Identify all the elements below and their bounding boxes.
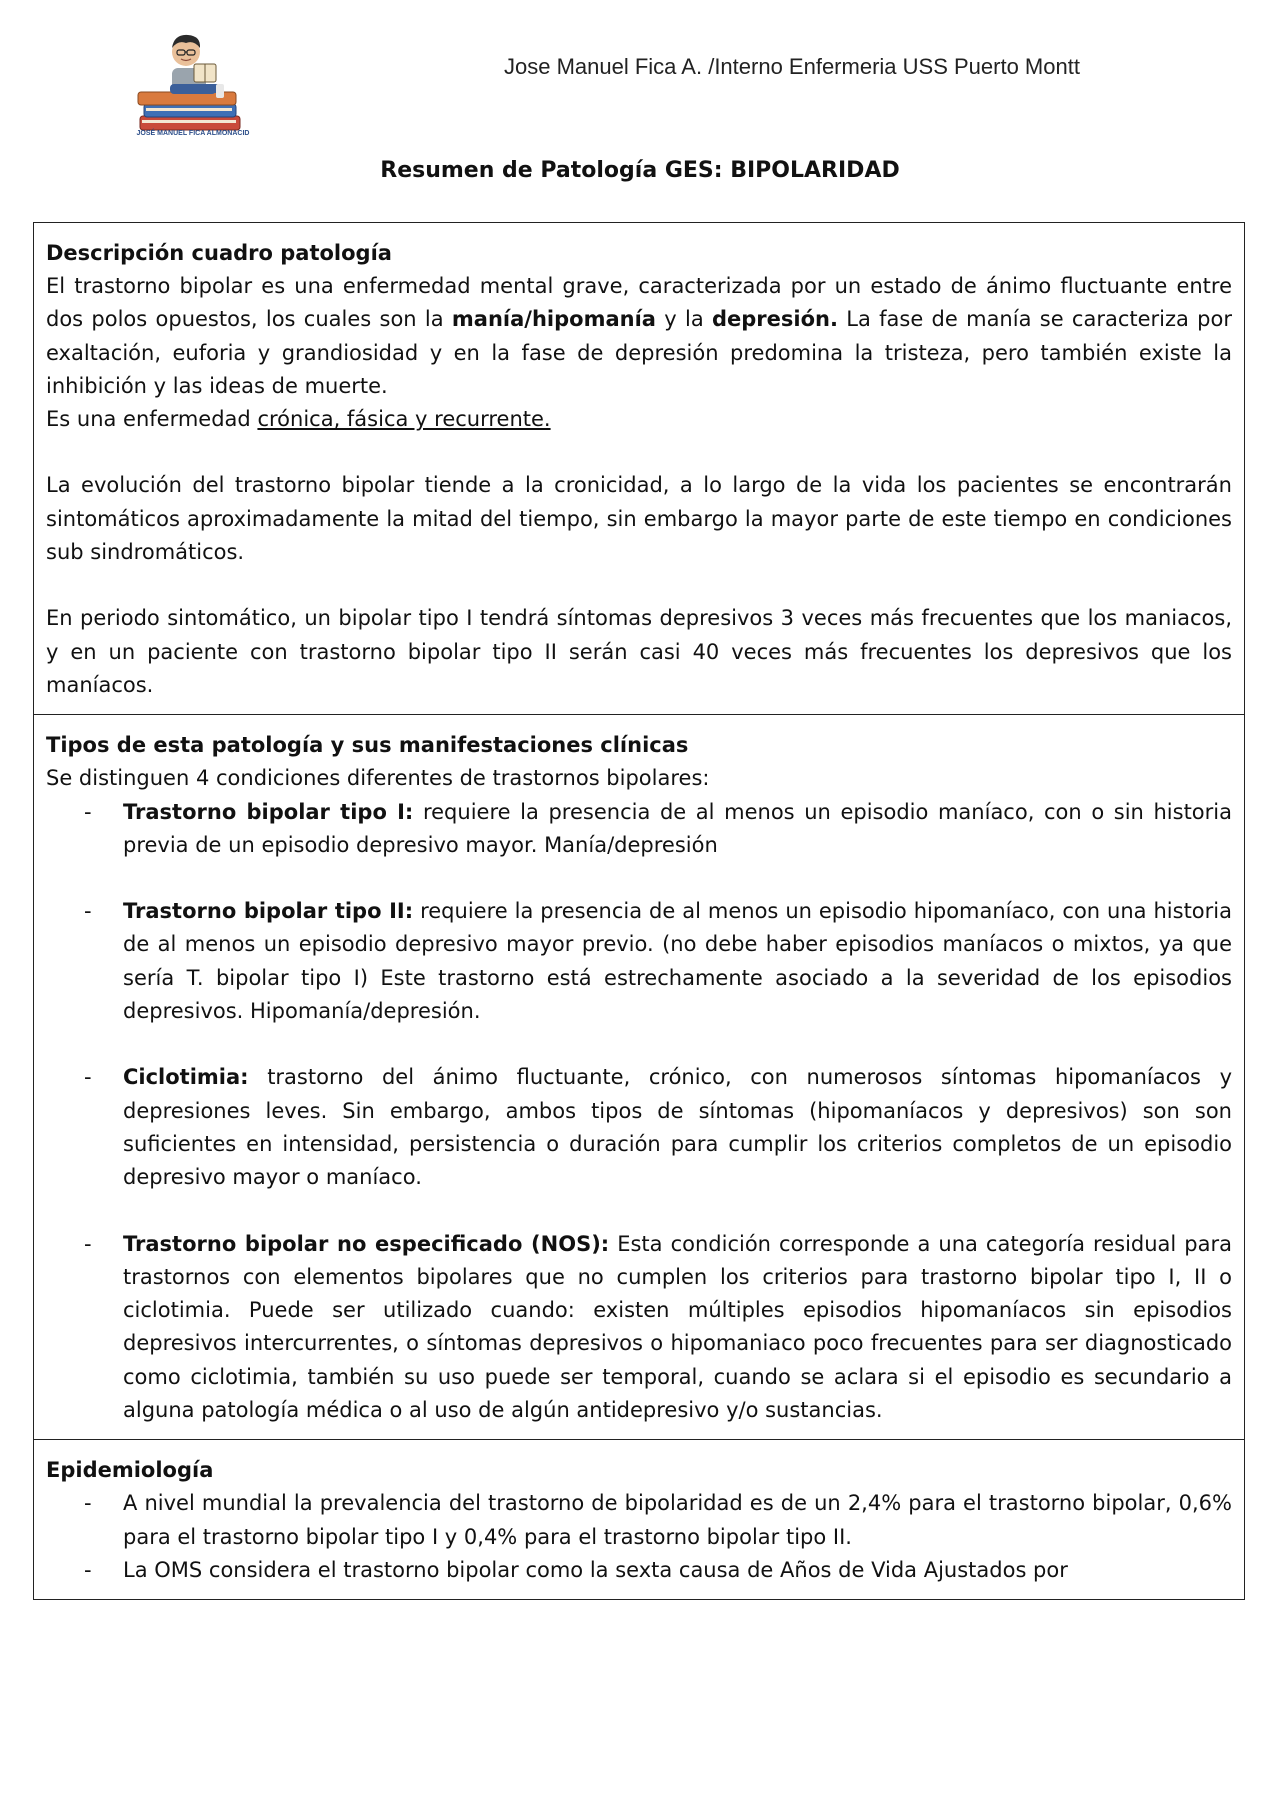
text-span: Es una enfermedad — [46, 407, 258, 432]
item-text: requiere la presencia de al menos un episodio hipomaníaco, con una historia de al menos un episodio depresivo mayor previo. (no debe haber episodios maníacos o mixtos, ya que sería T. bipolar tipo I) Este trastorno está estrechamente asociado a la severidad de los episodios depresivos. Hipomanía/depresión. — [123, 899, 1232, 1024]
paragraph-definicion — [46, 270, 1232, 403]
item-term: Trastorno bipolar no especificado (NOS): — [123, 1231, 610, 1256]
text-span: y la — [655, 307, 712, 332]
list-item-tipo-i — [46, 796, 1232, 863]
item-text: La OMS considera el trastorno bipolar como la sexta causa de Años de Vida Ajustados por — [123, 1557, 1068, 1582]
bullet-dash: - — [84, 1557, 92, 1582]
paragraph-cronica — [46, 403, 1232, 436]
epidemiologia-list — [46, 1487, 1232, 1587]
item-text: A nivel mundial la prevalencia del trastorno de bipolaridad es de un 2,4% para el trastorno bipolar, 0,6% para el trastorno bipolar tipo I y 0,4% para el trastorno bipolar tipo II. — [123, 1491, 1232, 1549]
author-logo-illustration — [130, 24, 250, 144]
list-item-prevalencia — [46, 1487, 1232, 1554]
bullet-dash: - — [84, 1231, 92, 1256]
section-heading-epidemiologia: Epidemiología — [46, 1458, 214, 1483]
paragraph-evolucion: La evolución del trastorno bipolar tiende a la cronicidad, a lo largo de la vida los pacientes se encontrarán sintomáticos aproximadamente la mitad del tiempo, sin embargo la mayor parte de este tiempo en condiciones sub sindromáticos. — [46, 473, 1232, 565]
bullet-dash: - — [84, 1065, 92, 1090]
underlined-phrase: crónica, fásica y recurrente. — [257, 407, 551, 432]
item-term: Trastorno bipolar tipo II: — [123, 899, 414, 924]
summary-table — [33, 222, 1245, 1600]
document-title: Resumen de Patología GES: BIPOLARIDAD — [380, 158, 900, 183]
text-span: El trastorno bipolar es una enfermedad mental grave, caracterizada por un estado de ánimo fluctuante entre dos polos opuestos, los cuales son la — [46, 274, 1232, 332]
list-item-tipo-ii — [46, 895, 1232, 1028]
item-text: Esta condición corresponde a una categoría residual para trastornos con elementos bipolares que no cumplen los criterios para trastorno bipolar tipo I, II o ciclotimia. Puede ser utilizado cuando: existen múltiples episodios hipomaníacos sin episodios depresivos intercurrentes, o síntomas depresivos o hipomaniaco poco frecuentes para ser diagnosticado como ciclotimia, también su uso puede ser temporal, cuando se aclara si el episodio es secundario a alguna patología médica o al uso de algún antidepresivo y/o sustancias. — [123, 1231, 1232, 1423]
tipos-list — [46, 796, 1232, 1428]
bullet-dash: - — [84, 799, 92, 824]
bullet-dash: - — [84, 1491, 92, 1516]
section-heading-descripcion: Descripción cuadro patología — [46, 241, 392, 265]
text-span: La fase de manía se caracteriza por exaltación, euforia y grandiosidad y en la fase de depresión predomina la tristeza, pero también existe la inhibición y las ideas de muerte. — [46, 307, 1232, 398]
paragraph-intro-tipos: Se distinguen 4 condiciones diferentes de trastornos bipolares: — [46, 766, 710, 791]
section-heading-tipos: Tipos de esta patología y sus manifestaciones clínicas — [46, 733, 689, 758]
list-item-ciclotimia — [46, 1061, 1232, 1194]
item-text: requiere la presencia de al menos un episodio maníaco, con o sin historia previa de un episodio depresivo mayor. Manía/depresión — [123, 799, 1232, 857]
section-epidemiologia — [34, 1440, 1244, 1599]
bold-term-mania: manía/hipomanía — [451, 307, 656, 332]
item-term: Trastorno bipolar tipo I: — [123, 799, 414, 824]
item-term: Ciclotimia: — [123, 1065, 249, 1090]
list-item-nos — [46, 1228, 1232, 1428]
item-text: trastorno del ánimo fluctuante, crónico, con numerosos síntomas hipomaníacos y depresiones leves. Sin embargo, ambos tipos de síntomas (hipomaníacos y depresivos) son son suficientes en intensidad, persistencia o duración para cumplir los criterios completos de un episodio depresivo mayor o maníaco. — [123, 1065, 1232, 1190]
logo-caption: JOSÉ MANUEL FICA ALMONACID — [136, 130, 250, 137]
list-item-oms — [46, 1554, 1232, 1587]
bullet-dash: - — [84, 899, 92, 924]
section-tipos — [34, 715, 1244, 1440]
paragraph-periodo-sintomatico: En periodo sintomático, un bipolar tipo I tendrá síntomas depresivos 3 veces más frecuentes que los maniacos, y en un paciente con trastorno bipolar tipo II serán casi 40 veces más frecuentes los depresivos que los maníacos. — [46, 606, 1232, 697]
section-descripcion — [34, 223, 1244, 715]
header-author: Jose Manuel Fica A. /Interno Enfermeria USS Puerto Montt — [504, 54, 1080, 79]
bold-term-depresion: depresión. — [712, 307, 838, 332]
